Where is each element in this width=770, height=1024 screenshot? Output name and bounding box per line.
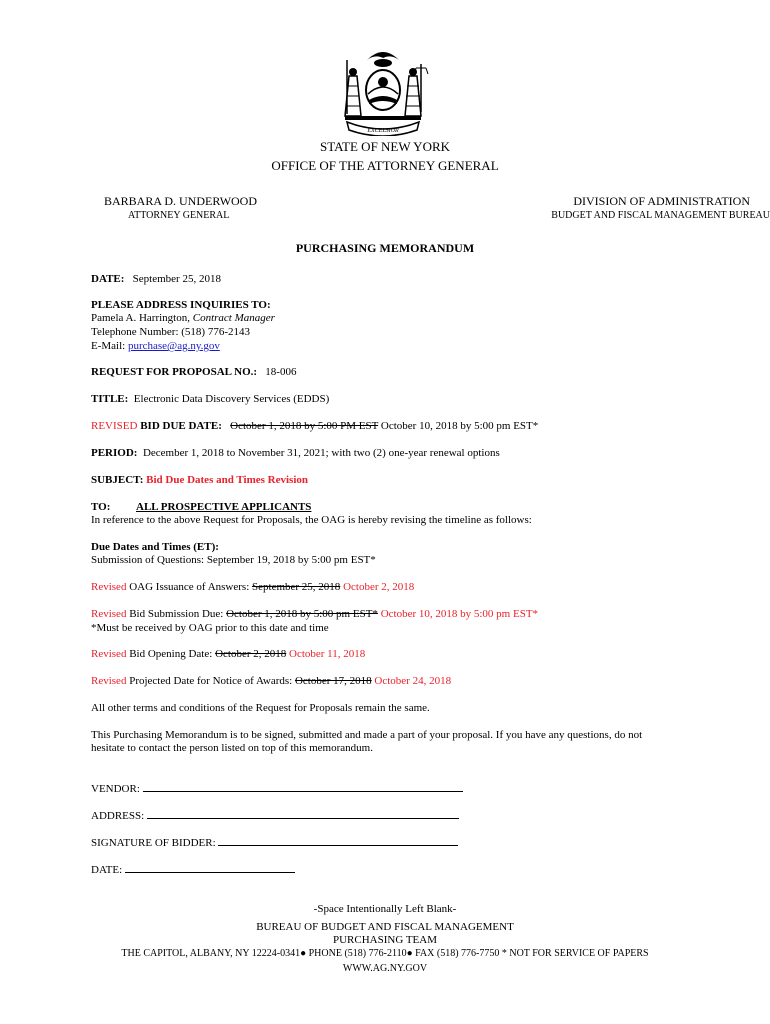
new-york-state-seal (337, 42, 429, 136)
email-link[interactable]: purchase@ag.ny.gov (127, 340, 220, 352)
subject-line (91, 474, 308, 486)
ag-name: BARBARA D. UNDERWOOD (104, 194, 258, 208)
period-label: PERIOD: (91, 447, 138, 459)
revised-label: Revised (91, 608, 127, 620)
submission-note: *Must be received by OAG prior to this date and time (91, 622, 329, 634)
answers-label: OAG Issuance of Answers: (129, 581, 250, 593)
footer-website[interactable]: WWW.AG.NY.GOV (342, 963, 428, 974)
division-name: DIVISION OF ADMINISTRATION (573, 194, 750, 208)
rfp-line (91, 366, 296, 378)
to-value: ALL PROSPECTIVE APPLICANTS (136, 501, 312, 513)
state-heading: STATE OF NEW YORK (319, 139, 451, 154)
signature-field (91, 836, 458, 849)
subject-label: SUBJECT: (91, 474, 144, 486)
bid-due-old: October 1, 2018 by 5:00 PM EST (230, 420, 379, 432)
seal-motto: EXCELSIOR (367, 128, 399, 134)
title-label: TITLE: (91, 393, 129, 405)
vendor-label: VENDOR: (91, 783, 140, 795)
rfp-label: REQUEST FOR PROPOSAL NO.: (91, 366, 258, 378)
blank-notice: -Space Intentionally Left Blank- (313, 903, 457, 915)
signature-blank[interactable] (218, 836, 458, 846)
footer-team: PURCHASING TEAM (332, 934, 437, 946)
bureau-name: BUDGET AND FISCAL MANAGEMENT BUREAU (551, 210, 770, 221)
revised-label: Revised (91, 581, 127, 593)
awards-old: October 17, 2018 (294, 675, 372, 687)
awards-label: Projected Date for Notice of Awards: (129, 675, 293, 687)
footer-bureau: BUREAU OF BUDGET AND FISCAL MANAGEMENT (256, 921, 514, 933)
footer-address: THE CAPITOL, ALBANY, NY 12224-0341● PHONE (518) 776-2110● FAX (518) 776-7750 * NOT FOR SERVICE OF PAPERS (121, 948, 649, 959)
signature-label: SIGNATURE OF BIDDER: (91, 837, 216, 849)
email-line (91, 340, 220, 352)
address-field (91, 809, 459, 822)
bid-due-label: BID DUE DATE: (140, 420, 222, 432)
office-heading: OFFICE OF THE ATTORNEY GENERAL (271, 158, 499, 173)
date-field (91, 863, 295, 876)
intro-text: In reference to the above Request for Proposals, the OAG is hereby revising the timeline as follows: (91, 514, 532, 526)
date-value: September 25, 2018 (132, 273, 221, 285)
contact-line (91, 312, 275, 324)
submission-new: October 10, 2018 by 5:00 pm EST* (380, 608, 539, 620)
sign-instructions-2: hesitate to contact the person listed on top of this memorandum. (91, 742, 373, 754)
opening-old: October 2, 2018 (215, 648, 287, 660)
inquiries-label: PLEASE ADDRESS INQUIRIES TO: (91, 299, 271, 311)
telephone: Telephone Number: (518) 776-2143 (91, 326, 250, 338)
title-value: Electronic Data Discovery Services (EDDS) (133, 393, 330, 405)
subject-value: Bid Due Dates and Times Revision (146, 474, 308, 486)
email-label: E-Mail: (91, 340, 126, 352)
answers-line (91, 581, 414, 593)
opening-label: Bid Opening Date: (129, 648, 213, 660)
submission-line (91, 608, 538, 620)
period-line (91, 447, 500, 459)
memo-title: PURCHASING MEMORANDUM (295, 241, 475, 255)
opening-new: October 11, 2018 (289, 648, 366, 660)
period-value: December 1, 2018 to November 31, 2021; with two (2) one-year renewal options (142, 447, 500, 459)
ag-title: ATTORNEY GENERAL (128, 210, 230, 221)
date-field-label: DATE: (91, 864, 123, 876)
revised-word: REVISED (91, 420, 138, 432)
to-label: TO: (91, 501, 111, 513)
contact-name: Pamela A. Harrington, (91, 312, 190, 324)
date-line (91, 273, 221, 285)
dates-heading: Due Dates and Times (ET): (91, 541, 219, 553)
contact-role: Contract Manager (192, 312, 275, 324)
bid-due-line (91, 420, 538, 432)
title-line (91, 393, 329, 405)
awards-line (91, 675, 451, 687)
to-line (91, 501, 110, 513)
answers-old: September 25, 2018 (252, 581, 341, 593)
rfp-value: 18-006 (265, 366, 297, 378)
revised-label: Revised (91, 675, 127, 687)
vendor-blank[interactable] (143, 782, 463, 792)
sign-instructions-1: This Purchasing Memorandum is to be signed, submitted and made a part of your proposal. If you have any questions, do not (91, 729, 643, 741)
opening-line (91, 648, 365, 660)
revised-label: Revised (91, 648, 127, 660)
awards-new: October 24, 2018 (374, 675, 452, 687)
submission-label: Bid Submission Due: (129, 608, 224, 620)
date-blank[interactable] (125, 863, 295, 873)
date-label: DATE: (91, 273, 125, 285)
answers-new: October 2, 2018 (343, 581, 415, 593)
address-blank[interactable] (147, 809, 459, 819)
questions-line: Submission of Questions: September 19, 2018 by 5:00 pm EST* (91, 554, 376, 566)
bid-due-new: October 10, 2018 by 5:00 pm EST* (380, 420, 539, 432)
address-label: ADDRESS: (91, 810, 145, 822)
vendor-field (91, 782, 463, 795)
submission-old: October 1, 2018 by 5:00 pm EST* (226, 608, 378, 620)
terms-text: All other terms and conditions of the Request for Proposals remain the same. (91, 702, 430, 714)
